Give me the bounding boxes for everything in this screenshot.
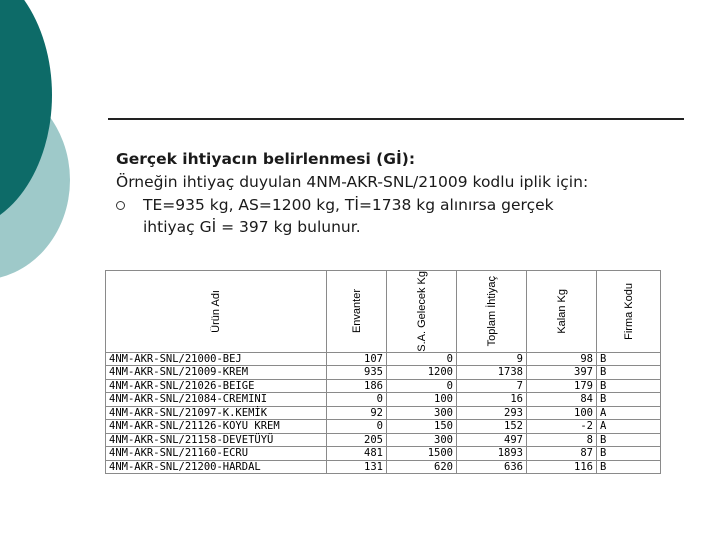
cell-incoming-kg: 0 <box>387 352 457 366</box>
column-header-incoming-kg: S.A. Gelecek Kg <box>387 271 457 353</box>
column-header-product-name: Ürün Adı <box>106 271 327 353</box>
slide-intro: Örneğin ihtiyaç duyulan 4NM-AKR-SNL/21009 kodlu iplik için: <box>116 173 589 191</box>
inventory-table-container <box>105 270 660 484</box>
cell-total-need: 497 <box>457 433 527 447</box>
cell-total-need: 1893 <box>457 447 527 461</box>
table-row <box>106 352 661 366</box>
cell-company-code: B <box>597 447 661 461</box>
decorative-circles <box>0 0 120 300</box>
cell-product-name: 4NM-AKR-SNL/21126-KOYU KREM <box>106 420 327 434</box>
table-row <box>106 379 661 393</box>
cell-company-code: B <box>597 352 661 366</box>
cell-incoming-kg: 300 <box>387 406 457 420</box>
cell-inventory: 0 <box>327 420 387 434</box>
cell-incoming-kg: 1200 <box>387 366 457 380</box>
cell-inventory: 107 <box>327 352 387 366</box>
column-header-remaining-kg: Kalan Kg <box>527 271 597 353</box>
column-header-inventory: Envanter <box>327 271 387 353</box>
cell-company-code: B <box>597 433 661 447</box>
cell-inventory: 131 <box>327 460 387 474</box>
bullet-line-2: ihtiyaç Gİ = 397 kg bulunur. <box>143 218 361 236</box>
table-row <box>106 447 661 461</box>
cell-incoming-kg: 300 <box>387 433 457 447</box>
slide-body <box>116 148 706 238</box>
cell-company-code: B <box>597 379 661 393</box>
cell-remaining-kg: 8 <box>527 433 597 447</box>
cell-product-name: 4NM-AKR-SNL/21009-KREM <box>106 366 327 380</box>
cell-incoming-kg: 1500 <box>387 447 457 461</box>
bullet-line-1: TE=935 kg, AS=1200 kg, Tİ=1738 kg alınırsa gerçek <box>143 196 554 214</box>
cell-total-need: 636 <box>457 460 527 474</box>
cell-company-code: B <box>597 366 661 380</box>
title-divider <box>108 118 684 120</box>
table-row <box>106 366 661 380</box>
cell-product-name: 4NM-AKR-SNL/21158-DEVETÜYÜ <box>106 433 327 447</box>
cell-company-code: A <box>597 420 661 434</box>
cell-product-name: 4NM-AKR-SNL/21084-CREMINI <box>106 393 327 407</box>
cell-remaining-kg: 397 <box>527 366 597 380</box>
cell-inventory: 205 <box>327 433 387 447</box>
cell-incoming-kg: 100 <box>387 393 457 407</box>
cell-remaining-kg: 98 <box>527 352 597 366</box>
cell-product-name: 4NM-AKR-SNL/21026-BEIGE <box>106 379 327 393</box>
cell-remaining-kg: 84 <box>527 393 597 407</box>
cell-total-need: 16 <box>457 393 527 407</box>
cell-total-need: 7 <box>457 379 527 393</box>
cell-incoming-kg: 150 <box>387 420 457 434</box>
cell-inventory: 92 <box>327 406 387 420</box>
cell-remaining-kg: -2 <box>527 420 597 434</box>
cell-remaining-kg: 116 <box>527 460 597 474</box>
cell-product-name: 4NM-AKR-SNL/21160-ECRU <box>106 447 327 461</box>
cell-remaining-kg: 87 <box>527 447 597 461</box>
cell-total-need: 152 <box>457 420 527 434</box>
bullet-item <box>116 194 706 238</box>
table-row <box>106 460 661 474</box>
table-row <box>106 420 661 434</box>
cell-inventory: 481 <box>327 447 387 461</box>
inventory-table <box>105 270 661 474</box>
cell-product-name: 4NM-AKR-SNL/21097-K.KEMİK <box>106 406 327 420</box>
cell-product-name: 4NM-AKR-SNL/21200-HARDAL <box>106 460 327 474</box>
cell-company-code: B <box>597 393 661 407</box>
bullet-circle-icon <box>116 201 125 210</box>
table-row <box>106 393 661 407</box>
column-header-company-code: Firma Kodu <box>597 271 661 353</box>
cell-incoming-kg: 0 <box>387 379 457 393</box>
cell-remaining-kg: 100 <box>527 406 597 420</box>
table-header-row <box>106 271 661 353</box>
cell-company-code: A <box>597 406 661 420</box>
cell-total-need: 9 <box>457 352 527 366</box>
cell-product-name: 4NM-AKR-SNL/21000-BEJ <box>106 352 327 366</box>
cell-incoming-kg: 620 <box>387 460 457 474</box>
cell-remaining-kg: 179 <box>527 379 597 393</box>
cell-inventory: 0 <box>327 393 387 407</box>
cell-total-need: 293 <box>457 406 527 420</box>
table-row <box>106 406 661 420</box>
table-row <box>106 433 661 447</box>
cell-inventory: 935 <box>327 366 387 380</box>
cell-company-code: B <box>597 460 661 474</box>
cell-total-need: 1738 <box>457 366 527 380</box>
cell-inventory: 186 <box>327 379 387 393</box>
slide-heading: Gerçek ihtiyacın belirlenmesi (Gİ): <box>116 150 416 168</box>
column-header-total-need: Toplam İhtiyaç <box>457 271 527 353</box>
